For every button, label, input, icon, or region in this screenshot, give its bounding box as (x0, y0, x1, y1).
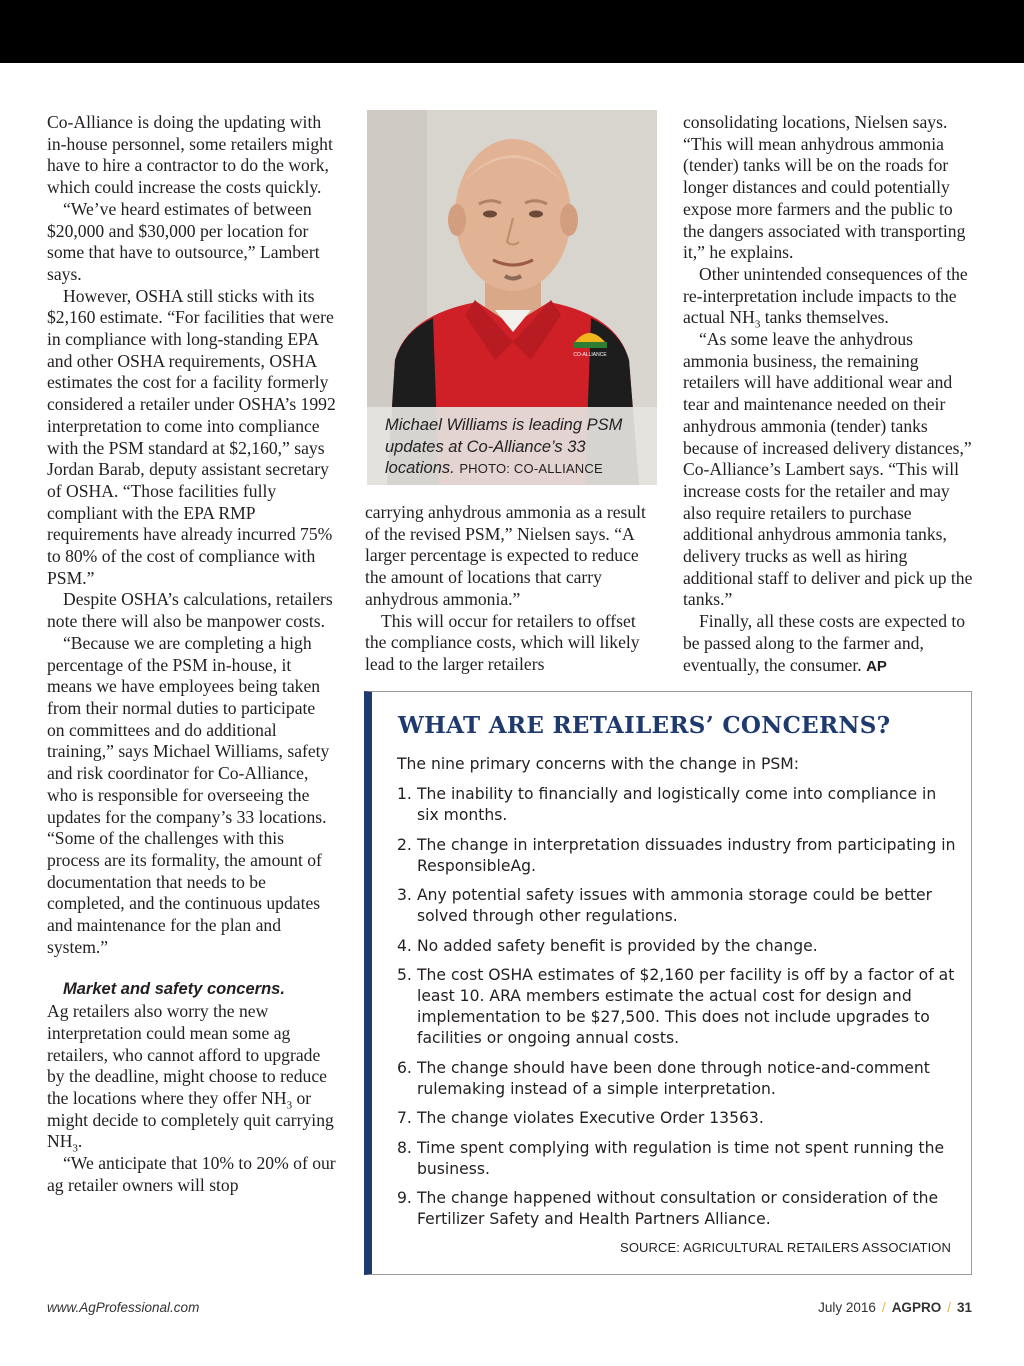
section-subhead: Market and safety concerns. (63, 980, 285, 999)
footer-separator: / (881, 1300, 886, 1315)
article-column-1 (47, 112, 337, 1196)
top-black-bar (0, 0, 1024, 63)
list-item: 3. Any potential safety issues with ammonia storage could be better solved through other regulations. (397, 886, 933, 925)
list-item: 2. The change in interpretation dissuades industry from participating in ResponsibleAg. (397, 835, 956, 875)
paragraph: consolidating locations, Nielsen says. “This will mean anhydrous ammonia (tender) tanks will be on the roads for longer distances and could potentially expose more farmers and the public to the dangers associated with transporting it,” he explains. (683, 112, 966, 263)
footer-date: July 2016 (818, 1300, 876, 1315)
paragraph: Other unintended consequences of the re-interpretation include impacts to the actual $NH_3$ tanks themselves. (683, 263, 968, 331)
paragraph: Despite OSHA’s calculations, retailers note there will also be manpower costs. (47, 589, 333, 632)
list-item: 8. Time spent complying with regulation is time not spent running the business. (397, 1138, 945, 1178)
photo-credit: PHOTO: CO-ALLIANCE (459, 461, 603, 476)
photo-caption (367, 407, 657, 485)
list-item: 9. The change happened without consultation or consideration of the Fertilizer Safety and Health Partners Alliance. (397, 1189, 939, 1228)
end-mark: AP (866, 657, 887, 675)
svg-text:CO-ALLIANCE: CO-ALLIANCE (573, 352, 607, 358)
list-item: 1. The inability to financially and logistically come into compliance in six months. (397, 785, 937, 824)
paragraph: This will occur for retailers to offset the compliance costs, which will likely lead to the larger retailers (365, 610, 640, 674)
paragraph: “We anticipate that 10% to 20% of our ag retailer owners will stop (47, 1153, 336, 1195)
sidebar-source: SOURCE: AGRICULTURAL RETAILERS ASSOCIATION (620, 1240, 951, 1255)
list-item: 7. The change violates Executive Order 13563. (397, 1109, 764, 1127)
page-number: 31 (956, 1300, 972, 1315)
paragraph: Co-Alliance is doing the updating with in-house personnel, some retailers might have to hire a contractor to do the work, which could increase the costs quickly. (47, 112, 333, 198)
paragraph: “We’ve heard estimates of between $20,000 and $30,000 per location for some that have to outsource,” Lambert says. (47, 198, 320, 284)
footer-separator: / (947, 1300, 951, 1315)
article-column-2 (365, 502, 655, 676)
article-column-3 (683, 112, 975, 677)
list-item: 5. The cost OSHA estimates of $2,160 per facility is off by a factor of at least 10. ARA members estimate the actual cost for design and implementation to be $27,500. This does not include upgrades to facilities or ongoing annual costs. (397, 966, 955, 1047)
paragraph: Ag retailers also worry the new interpretation could mean some ag retailers, who cannot afford to upgrade by the deadline, might choose to reduce the locations where they offer $NH_3$ or might decide to completely quit carrying $NH_3$. (47, 1001, 334, 1155)
sidebar-intro: The nine primary concerns with the change in PSM: (397, 755, 799, 773)
footer-website: www.AgProfessional.com (47, 1300, 200, 1315)
concerns-list (397, 784, 957, 1239)
paragraph: However, OSHA still sticks with its $2,160 estimate. “For facilities that were in compliance with long-standing EPA and other OSHA requirements, OSHA estimates the cost for a facility formerly considered a retailer under OSHA’s 1992 interpretation to come into compliance with the PSM standard at $2,160,” says Jordan Barab, deputy assistant secretary of OSHA. “Those facilities fully compliant with the EPA RMP requirements have already incurred 75% to 80% of the cost of compliance with PSM.” (47, 285, 336, 588)
concerns-sidebar (364, 691, 972, 1275)
footer-brand: AGPRO (891, 1300, 942, 1315)
caption-text: Michael Williams is leading PSM updates at Co-Alliance’s 33 locations. PHOTO: CO-ALLIANCE (385, 416, 623, 477)
paragraph: Finally, all these costs are expected to be passed along to the farmer and, eventually, the consumer. AP (683, 611, 966, 675)
sidebar-title: WHAT ARE RETAILERS’ CONCERNS? (398, 712, 891, 739)
list-item: 4. No added safety benefit is provided by the change. (397, 936, 818, 955)
paragraph: “Because we are completing a high percentage of the PSM in-house, it means we have employees being taken from their normal duties to participate on committees and do additional training,” says Michael Williams, safety and risk coordinator for Co-Alliance, who is responsible for overseeing the updates for the company’s 33 locations. “Some of the challenges with this process are its formality, the amount of documentation that needs to be completed, and the continuous updates and maintenance for the plan and system.” (47, 632, 330, 957)
paragraph: carrying anhydrous ammonia as a result of the revised PSM,” Nielsen says. “A larger percentage is expected to reduce the amount of locations that carry anhydrous ammonia.” (365, 502, 646, 609)
footer-folio (818, 1300, 972, 1315)
paragraph: “As some leave the anhydrous ammonia business, the remaining retailers will have additional wear and tear and maintenance needed on their anhydrous ammonia (tender) tanks because of increased delivery distances,” Co-Alliance’s Lambert says. “This will increase costs for the retailer and may also require retailers to purchase additional anhydrous ammonia tanks, delivery trucks as well as hiring additional staff to deliver and pick up the tanks.” (683, 329, 973, 610)
list-item: 6. The change should have been done through notice-and-comment rulemaking instead of a simple interpretation. (397, 1058, 930, 1098)
